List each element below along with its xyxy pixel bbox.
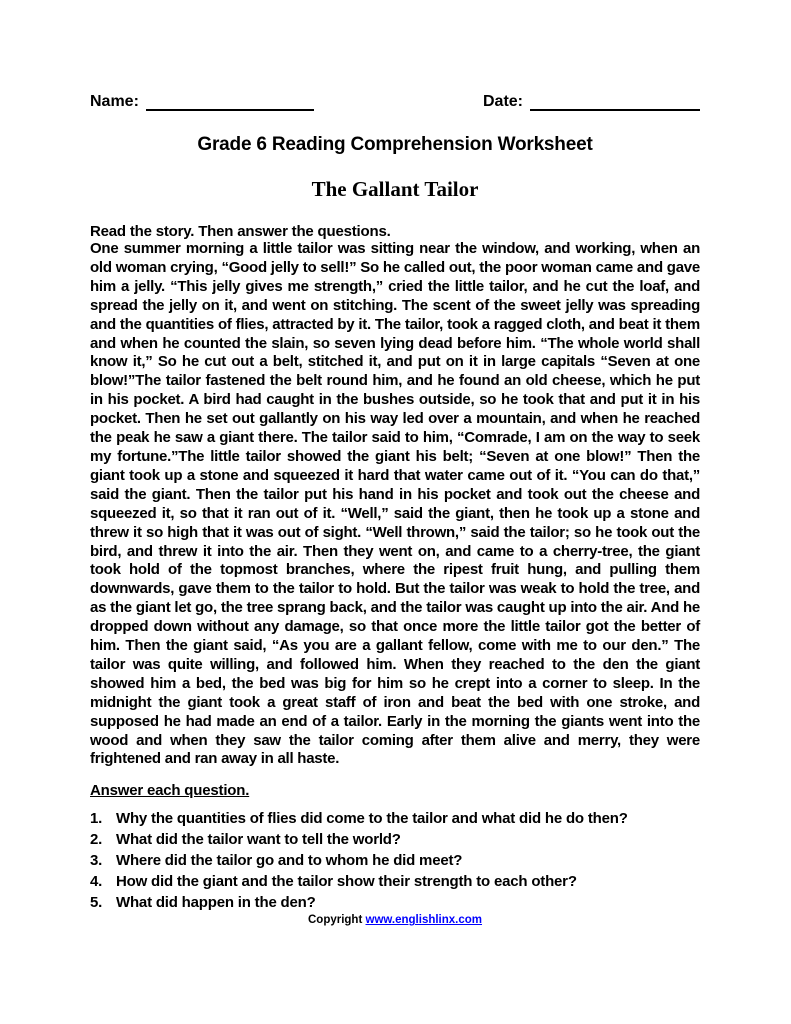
question-number: 3. <box>90 852 103 870</box>
name-blank-line <box>146 93 314 111</box>
date-label: Date: <box>482 93 523 110</box>
question-number: 5. <box>90 894 103 912</box>
story-paragraph: One summer morning a little tailor was sitting near the window, and working, when an old woman crying, “Good jelly to sell!” So he called out, the poor woman came and gave him a jelly. “This jelly gives me strength,” cried the little tailor, and he cut the loaf, and spread the jelly on it, and went on stitching. The scent of the sweet jelly was spreading and the quantities of flies, attracted by it. The tailor, took a ragged cloth, and beat it them and when he counted the slain, so seven lying dead before him. “The whole world shall know it,” So he cut out a belt, stitched it, and put on it in large capitals “Seven at one blow!”The tailor fastened the belt round him, and he found an old cheese, which he put in his pocket. A bird had caught in the bushes outside, so he took that and put it in his pocket. Then he set out gallantly on his way led over a mountain, and when he reached the peak he saw a giant there. The tailor said to him, “Comrade, I am on the way to seek my fortune.”The little tailor showed the giant his belt; “Seven at one blow!” Then the giant took up a stone and squeezed it hard that water came out of it. “You can do that,” said the giant. Then the tailor put his hand in his pocket and took out the cheese and squeezed it, so that it ran out of it. “Well,” said the giant, then he took up a stone and threw it so high that it was out of sight. “Well thrown,” said the tailor; so he took out the bird, and threw it into the air. Then they went on, and came to a cherry-tree, the giant took hold of the topmost branches, where the ripest fruit hung, and pulling them downwards, gave them to the tailor to hold. But the tailor was weak to hold the tree, and as the giant let go, the tree sprang back, and the tailor was caught up into the air. And he dropped down without any damage, so that once more the little tailor got the better of him. Then the giant said, “As you are a gallant fellow, come with me to our den.” The tailor was quite willing, and followed him. When they reached to the den the giant showed him a bed, the bed was big for him so he crept into a corner to sleep. In the midnight the giant took a great staff of iron and beat the bed with one stroke, and supposed he had made an end of a tailor. Early in the morning the giants went into the wood and when they saw the tailor coming after them alive and merry, they were frightened and ran away in all haste. <box>90 240 700 768</box>
name-date-row <box>90 93 700 111</box>
question-text: What did happen in the den? <box>116 894 316 912</box>
question-text: How did the giant and the tailor show their strength to each other? <box>116 873 577 891</box>
question-item-3 <box>90 850 700 871</box>
name-label: Name: <box>90 93 139 110</box>
date-blank-line <box>530 93 700 111</box>
questions-heading: Answer each question. <box>90 782 250 800</box>
question-number: 1. <box>90 810 103 828</box>
englishlinx-link[interactable]: www.englishlinx.com <box>365 914 483 927</box>
question-item-2 <box>90 829 700 850</box>
date-field <box>483 93 700 111</box>
question-number: 4. <box>90 873 103 891</box>
questions-list <box>90 808 700 913</box>
instructions-text: Read the story. Then answer the questions. <box>90 223 391 240</box>
question-text: Why the quantities of flies did come to the tailor and what did he do then? <box>116 810 628 828</box>
story-title: The Gallant Tailor <box>311 177 479 201</box>
question-number: 2. <box>90 831 103 849</box>
question-text: What did the tailor want to tell the world? <box>116 831 401 849</box>
worksheet-title: Grade 6 Reading Comprehension Worksheet <box>197 134 593 155</box>
question-item-4 <box>90 871 700 892</box>
question-item-1 <box>90 808 700 829</box>
name-field <box>90 93 314 111</box>
copyright-label: Copyright <box>307 914 363 927</box>
question-item-5 <box>90 892 700 913</box>
question-text: Where did the tailor go and to whom he did meet? <box>116 852 463 870</box>
copyright-footer <box>90 914 700 926</box>
